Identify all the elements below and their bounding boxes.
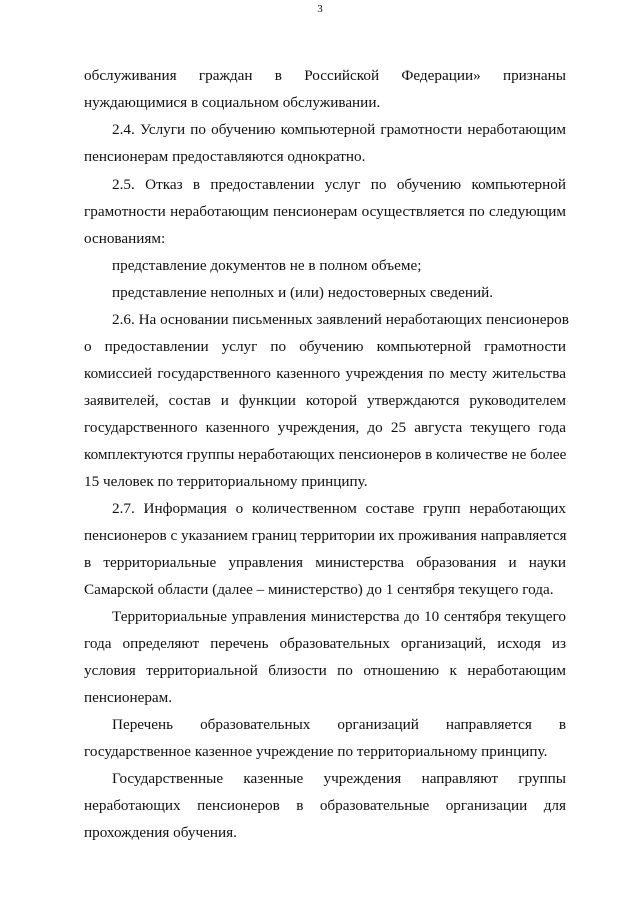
text-line: неработающих пенсионеров в образовательные организации для — [84, 797, 566, 814]
paragraph-first-line: Государственные казенные учреждения направляют группы — [112, 770, 566, 787]
text-line: о предоставлении услуг по обучению компьютерной грамотности — [84, 338, 566, 355]
list-item: представление неполных и (или) недостоверных сведений. — [112, 284, 494, 301]
paragraph-first-line: 2.5. Отказ в предоставлении услуг по обучению компьютерной — [112, 176, 566, 193]
text-line: государственное казенное учреждение по территориальному принципу. — [84, 743, 548, 760]
text-line: Самарской области (далее – министерство) до 1 сентября текущего года. — [84, 581, 554, 598]
text-line: 15 человек по территориальному принципу. — [84, 473, 368, 490]
text-line: в территориальные управления министерства образования и науки — [84, 554, 566, 571]
text-line: пенсионерам. — [84, 689, 173, 706]
text-line: нуждающимися в социальном обслуживании. — [84, 94, 381, 111]
text-line: обслуживания граждан в Российской Федерации» признаны — [84, 67, 566, 84]
paragraph-first-line: Территориальные управления министерства до 10 сентября текущего — [112, 608, 566, 625]
paragraph-first-line: 2.7. Информация о количественном составе групп неработающих — [112, 500, 566, 517]
paragraph-first-line: 2.4. Услуги по обучению компьютерной грамотности неработающим — [112, 121, 566, 138]
page-number: 3 — [317, 3, 323, 15]
list-item: представление документов не в полном объеме; — [112, 257, 422, 274]
text-line: комплектуются группы неработающих пенсионеров в количестве не более — [84, 446, 567, 463]
text-line: года определяют перечень образовательных организаций, исходя из — [84, 635, 566, 652]
text-line: основаниям: — [84, 230, 166, 247]
paragraph-first-line: Перечень образовательных организаций направляется в — [112, 716, 566, 733]
text-line: прохождения обучения. — [84, 824, 237, 841]
text-line: условия территориальной близости по отношению к неработающим — [84, 662, 566, 679]
text-line: грамотности неработающим пенсионерам осуществляется по следующим — [84, 203, 566, 220]
text-line: комиссией государственного казенного учреждения по месту жительства — [84, 365, 566, 382]
text-line: пенсионерам предоставляются однократно. — [84, 148, 366, 165]
paragraph-first-line: 2.6. На основании письменных заявлений неработающих пенсионеров — [112, 311, 569, 328]
text-line: пенсионеров с указанием границ территории их проживания направляется — [84, 527, 567, 544]
text-line: заявителей, состав и функции которой утверждаются руководителем — [84, 392, 566, 409]
text-line: государственного казенного учреждения, до 25 августа текущего года — [84, 419, 566, 436]
